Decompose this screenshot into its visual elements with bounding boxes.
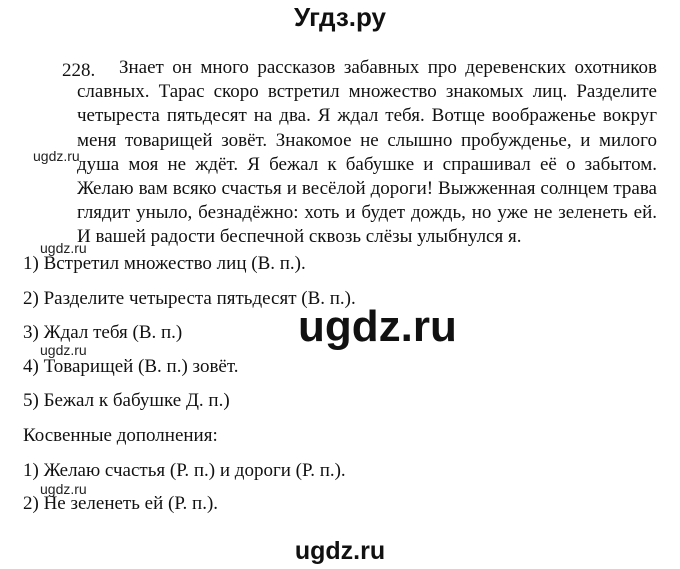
answer-direct-2: 2) Разделите четыреста пятьдесят (В. п.). xyxy=(23,288,356,309)
answer-indirect-2: 2) Не зеленеть ей (Р. п.). xyxy=(23,493,219,514)
footer-watermark: ugdz.ru xyxy=(294,537,386,565)
answer-indirect-1: 1) Желаю счастья (Р. п.) и дороги (Р. п.). xyxy=(23,460,346,481)
exercise-number: 228. xyxy=(62,60,96,81)
indirect-heading: Косвенные дополнения: xyxy=(23,425,218,446)
site-title: Угдз.ру xyxy=(294,2,386,32)
answer-direct-3: 3) Ждал тебя (В. п.) xyxy=(23,322,183,343)
watermark-small-4: ugdz.ru xyxy=(40,481,87,497)
watermark-small-3: ugdz.ru xyxy=(40,342,87,358)
watermark-large: ugdz.ru xyxy=(298,302,457,351)
watermark-small-2: ugdz.ru xyxy=(40,240,87,256)
answer-direct-4: 4) Товарищей (В. п.) зовёт. xyxy=(23,356,239,377)
exercise-text: Знает он много рассказов забавных про деревенских охотников славных. Тарас скоро встретил множество знакомых лиц. Разделите четыреста пятьдесят на два. Я ждал тебя. Вотще воображенье вокруг меня товарищей зовёт. Знакомое не слышно пробужденье, и милого душа моя не ждёт. Я бежал к бабушке и спрашивал её о забытом. Желаю вам всяко счастья и весёлой дороги! Выжженная солнцем трава глядит уныло, безнадёжно: хоть и будет дождь, но уже не зеленеть ей. И вашей радости беспечной сквозь слёзы улыбнулся я. xyxy=(77,57,657,248)
watermark-small-1: ugdz.ru xyxy=(33,148,80,164)
answer-direct-1: 1) Встретил множество лиц (В. п.). xyxy=(23,253,306,274)
answer-direct-5: 5) Бежал к бабушке Д. п.) xyxy=(23,390,230,411)
